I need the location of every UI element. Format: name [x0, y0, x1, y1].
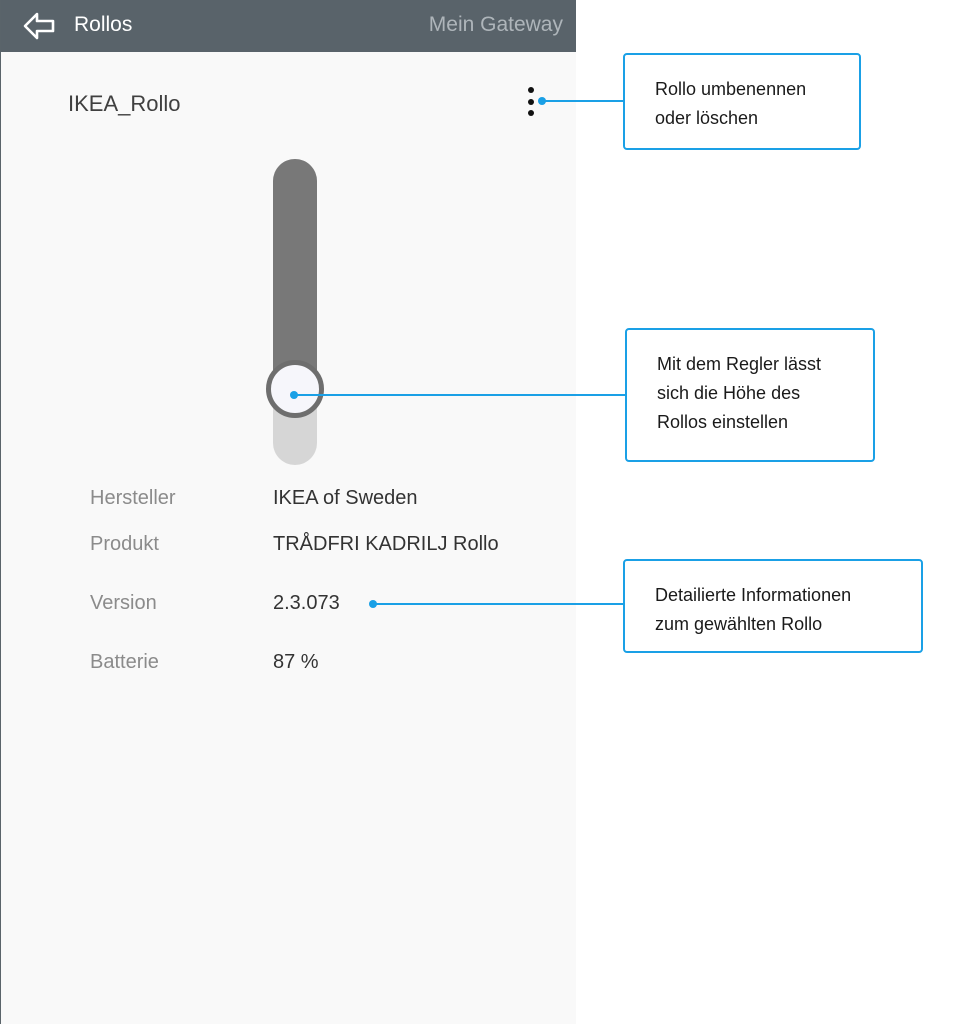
info-label-product: Produkt	[90, 533, 159, 555]
connector-slider-dot	[290, 391, 298, 399]
info-label-version: Version	[90, 592, 157, 614]
info-value-manufacturer: IKEA of Sweden	[273, 487, 418, 509]
page-title: Rollos	[74, 13, 133, 36]
connector-details-dot	[369, 600, 377, 608]
gateway-name[interactable]: Mein Gateway	[428, 13, 563, 36]
device-name: IKEA_Rollo	[68, 91, 181, 116]
info-label-manufacturer: Hersteller	[90, 487, 176, 509]
info-value-product: TRÅDFRI KADRILJ Rollo	[273, 533, 499, 555]
callout-slider: Mit dem Regler lässt sich die Höhe des Rollos einstellen	[625, 328, 875, 462]
callout-menu: Rollo umbenennen oder löschen	[623, 53, 861, 150]
info-value-version: 2.3.073	[273, 592, 340, 614]
callout-details: Detailierte Informationen zum gewählten Rollo	[623, 559, 923, 653]
info-value-battery: 87 %	[273, 651, 319, 673]
info-label-battery: Batterie	[90, 651, 159, 673]
connector-menu-dot	[538, 97, 546, 105]
